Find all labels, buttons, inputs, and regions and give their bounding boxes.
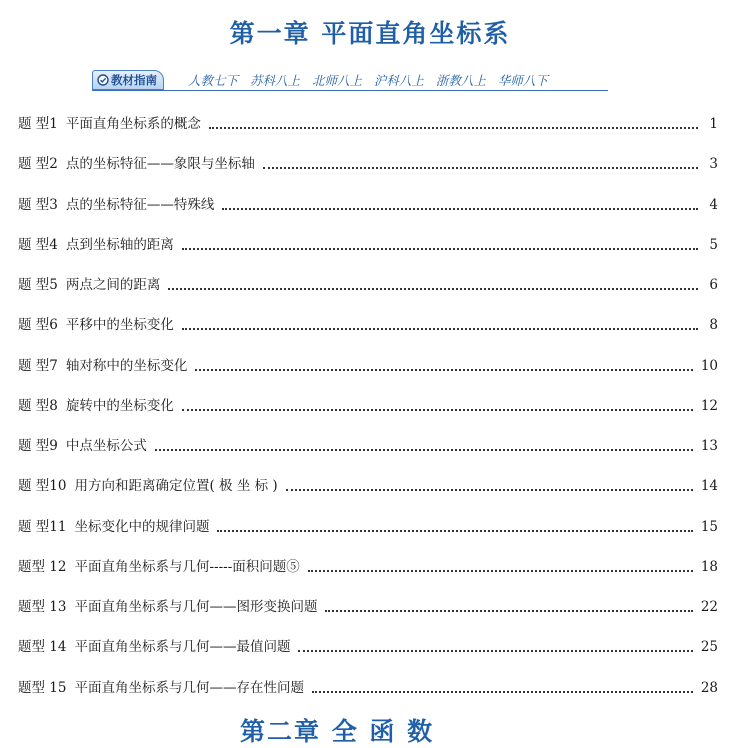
textbook-guide-label: 教材指南 — [111, 73, 157, 87]
toc-entry-title: 两点之间的距离 — [65, 277, 161, 293]
toc-entry-title: 坐标变化中的规律问题 — [74, 518, 210, 535]
toc-entry-title: 中点坐标公式 — [65, 438, 147, 454]
toc-entry-label: 题 型4 — [18, 236, 58, 253]
toc-entry[interactable] — [18, 355, 718, 395]
table-of-contents — [18, 113, 718, 717]
toc-entry-page-number: 6 — [709, 277, 718, 293]
toc-entry-page-number: 8 — [709, 317, 718, 334]
toc-entry-title: 平面直角坐标系与几何——存在性问题 — [74, 679, 304, 696]
toc-entry-title: 平面直角坐标系与几何——图形变换问题 — [74, 599, 318, 615]
toc-entry[interactable] — [18, 435, 718, 475]
toc-dot-leader — [312, 677, 693, 693]
toc-entry-title: 平面直角坐标系的概念 — [65, 116, 201, 132]
toc-entry-label: 题 型7 — [18, 357, 58, 374]
toc-dot-leader — [155, 435, 693, 451]
toc-entry[interactable] — [18, 475, 718, 515]
toc-entry-page-number: 18 — [700, 558, 718, 575]
toc-dot-leader — [325, 596, 692, 612]
toc-entry-page-number: 14 — [700, 478, 718, 495]
textbook-editions: 人教七下 苏科八上 北师八上 沪科八上 浙教八上 华师八下 — [188, 73, 548, 88]
toc-entry[interactable] — [18, 234, 718, 274]
toc-entry[interactable] — [18, 596, 718, 636]
toc-dot-leader — [298, 636, 692, 652]
toc-dot-leader — [182, 395, 693, 411]
toc-entry-page-number: 28 — [700, 679, 718, 696]
toc-entry-label: 题 型1 — [18, 116, 58, 132]
toc-entry-page-number: 10 — [700, 357, 718, 374]
toc-entry-label: 题型 15 — [18, 679, 67, 696]
circle-check-icon — [97, 74, 109, 86]
toc-entry-label: 题型 14 — [18, 639, 67, 656]
toc-dot-leader — [286, 475, 693, 491]
toc-entry-page-number: 3 — [709, 156, 718, 173]
toc-entry-page-number: 25 — [700, 639, 718, 656]
toc-dot-leader — [263, 153, 698, 169]
toc-entry-title: 轴对称中的坐标变化 — [65, 357, 188, 374]
toc-entry[interactable] — [18, 274, 718, 314]
toc-dot-leader — [217, 516, 692, 532]
toc-entry[interactable] — [18, 395, 718, 435]
toc-entry-title: 点到坐标轴的距离 — [65, 236, 174, 253]
toc-entry[interactable] — [18, 314, 718, 354]
toc-entry-label: 题 型8 — [18, 397, 58, 414]
toc-entry-label: 题 型3 — [18, 196, 58, 213]
toc-dot-leader — [209, 113, 698, 129]
toc-entry-title: 旋转中的坐标变化 — [65, 397, 174, 414]
toc-dot-leader — [182, 234, 698, 250]
chapter-title: 第一章 平面直角坐标系 — [229, 19, 511, 48]
toc-entry-label: 题型 12 — [18, 558, 67, 575]
toc-entry[interactable] — [18, 677, 718, 717]
toc-entry-page-number: 22 — [700, 599, 718, 615]
toc-entry-page-number: 15 — [700, 518, 718, 535]
toc-entry-page-number: 12 — [700, 397, 718, 414]
toc-entry-title: 点的坐标特征——特殊线 — [65, 196, 215, 213]
toc-entry-title: 点的坐标特征——象限与坐标轴 — [65, 156, 255, 173]
toc-dot-leader — [222, 194, 698, 210]
textbook-guide-bar — [92, 70, 608, 91]
toc-entry-title: 平面直角坐标系与几何——最值问题 — [74, 639, 291, 656]
toc-entry-label: 题 型9 — [18, 438, 58, 454]
toc-entry-label: 题 型10 — [18, 478, 67, 495]
toc-entry-page-number: 5 — [709, 236, 718, 253]
toc-entry-page-number: 4 — [709, 196, 718, 213]
toc-entry-title: 平移中的坐标变化 — [65, 317, 174, 334]
toc-entry[interactable] — [18, 636, 718, 676]
next-chapter-heading: 第二章 全 函 数 — [240, 717, 435, 746]
toc-entry-label: 题 型5 — [18, 277, 58, 293]
toc-entry-title: 平面直角坐标系与几何-----面积问题⑤ — [74, 558, 300, 575]
toc-entry-label: 题型 13 — [18, 599, 67, 615]
toc-entry[interactable] — [18, 556, 718, 596]
toc-dot-leader — [308, 556, 693, 572]
textbook-guide-badge — [92, 70, 164, 90]
toc-dot-leader — [182, 314, 698, 330]
toc-entry-label: 题 型6 — [18, 317, 58, 334]
toc-entry-page-number: 1 — [709, 116, 718, 132]
toc-entry[interactable] — [18, 194, 718, 234]
toc-entry-label: 题 型2 — [18, 156, 58, 173]
toc-dot-leader — [168, 274, 698, 290]
toc-dot-leader — [195, 355, 692, 371]
toc-entry-page-number: 13 — [700, 438, 718, 454]
toc-entry[interactable] — [18, 153, 718, 193]
toc-entry-title: 用方向和距离确定位置( 极 坐 标 ) — [74, 478, 278, 495]
toc-entry[interactable] — [18, 516, 718, 556]
toc-entry[interactable] — [18, 113, 718, 153]
toc-entry-label: 题 型11 — [18, 518, 67, 535]
